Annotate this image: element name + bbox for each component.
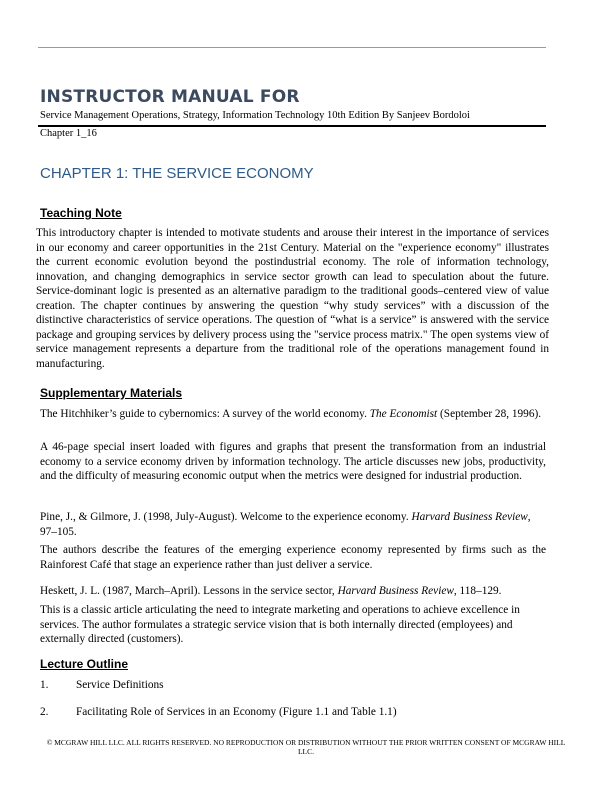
book-title-rule: [38, 125, 546, 127]
copyright-footer: © MCGRAW HILL LLC. ALL RIGHTS RESERVED. NO REPRODUCTION OR DISTRIBUTION WITHOUT THE PRIOR WRITTEN CONSENT OF MCGRAW HILL LLC.: [46, 738, 566, 756]
reference-description: This is a classic article articulating the need to integrate marketing and operations to achieve excellence in services. The author formulates a strategic service vision that is both internally directed (employees) and externally directed (customers).: [40, 604, 520, 645]
reference-description: A 46-page special insert loaded with figures and graphs that present the transformation from an industrial economy to a service economy driven by information technology. The article discusses new jobs, productivity, and the difficulty of measuring economic output when the metrics were designed for industrial production.: [40, 441, 546, 482]
list-item: 2. Facilitating Role of Services in an Economy (Figure 1.1 and Table 1.1): [40, 706, 397, 718]
list-item: 1. Service Definitions: [40, 679, 164, 691]
chapter-code: Chapter 1_16: [40, 128, 97, 139]
teaching-note-heading: Teaching Note: [40, 206, 122, 220]
book-title-line: Service Management Operations, Strategy, Information Technology 10th Edition By Sanjeev Bordoloi: [40, 110, 470, 121]
reference-citation: Pine, J., & Gilmore, J. (1998, July-August). Welcome to the experience economy. Harvard Business Review, 97–105.: [40, 511, 531, 538]
manual-title: INSTRUCTOR MANUAL FOR: [40, 87, 300, 107]
top-rule: [38, 47, 546, 48]
reference-citation: The Hitchhiker’s guide to cybernomics: A survey of the world economy. The Economist (September 28, 1996).: [40, 408, 542, 420]
reference-citation: Heskett, J. L. (1987, March–April). Lessons in the service sector, Harvard Business Review, 118–129.: [40, 585, 502, 597]
reference-description: The authors describe the features of the emerging experience economy represented by firms such as the Rainforest Café that stage an experience rather than just deliver a service.: [40, 544, 546, 571]
teaching-note-body: This introductory chapter is intended to motivate students and arouse their interest in the importance of services in our economy and career opportunities in the 21st Century. Material on the "experience economy" illustrates the current economic evolution beyond the postindustrial economy. The role of information technology, innovation, and changing demographics in service sector growth can lead to speculation about the future. Service-dominant logic is presented as an alternative paradigm to the traditional goods–centered view of value creation. The chapter continues by answering the question “why study services” with a discussion of the distinctive characteristics of service operations. The question of “what is a service” is answered with the service package and grouping services by delivery process using the "service process matrix." The open systems view of service management represents a departure from the traditional role of the operations management found in manufacturing.: [36, 227, 549, 370]
lecture-outline-heading: Lecture Outline: [40, 657, 129, 671]
chapter-title: CHAPTER 1: THE SERVICE ECONOMY: [40, 165, 314, 182]
supplementary-heading: Supplementary Materials: [40, 386, 183, 400]
